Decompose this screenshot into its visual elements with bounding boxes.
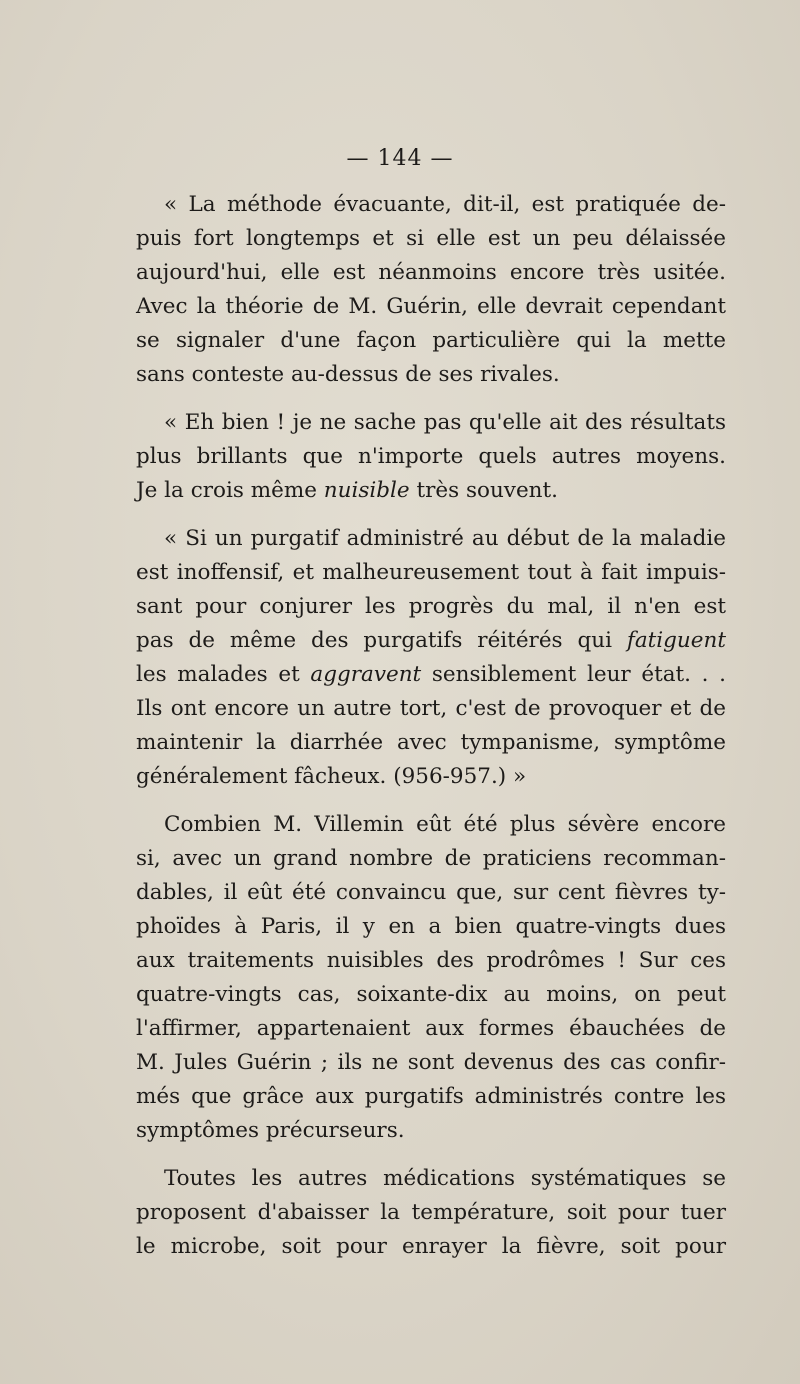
text-line: plus brillants que n'importe quels autres moyens. (136, 444, 726, 469)
text-line: généralement fâcheux. (956-957.) » (136, 764, 527, 789)
text-line: maintenir la diarrhée avec tympanisme, symptôme (136, 730, 726, 755)
text-segment: pas de même des purgatifs réitérés qui (136, 628, 612, 653)
text-line: « Si un purgatif administré au début de la maladie (164, 526, 726, 551)
text-segment: sensiblement leur état. . . (431, 662, 726, 687)
emphasis-nuisible: nuisible (323, 478, 410, 503)
text-line: si, avec un grand nombre de praticiens recomman- (136, 846, 726, 871)
text-line: « La méthode évacuante, dit-il, est pratiquée de- (164, 192, 726, 217)
emphasis-fatiguent: fatiguent (626, 628, 726, 653)
text-segment: très souvent. (416, 478, 558, 503)
text-line: proposent d'abaisser la température, soit pour tuer (136, 1200, 726, 1225)
text-line: aux traitements nuisibles des prodrômes ! Sur ces (136, 948, 726, 973)
text-line: sans conteste au-dessus de ses rivales. (136, 362, 560, 387)
text-line: est inoffensif, et malheureusement tout à fait impuis- (136, 560, 726, 585)
text-line: quatre-vingts cas, soixante-dix au moins, on peut (136, 982, 726, 1007)
text-line: phoïdes à Paris, il y en a bien quatre-vingts dues (136, 914, 726, 939)
text-line: symptômes précurseurs. (136, 1118, 405, 1143)
text-line (136, 624, 726, 658)
paragraph-3 (136, 522, 726, 794)
text-segment: Je la crois même (136, 478, 317, 503)
text-line: l'affirmer, appartenaient aux formes ébauchées de (136, 1016, 726, 1041)
paragraph-2 (136, 406, 726, 508)
text-line: més que grâce aux purgatifs administrés contre les (136, 1084, 726, 1109)
page-number: — 144 — (346, 146, 454, 171)
paragraph-5 (136, 1162, 726, 1264)
text-line: Ils ont encore un autre tort, c'est de provoquer et de (136, 696, 726, 721)
text-line: « Eh bien ! je ne sache pas qu'elle ait des résultats (164, 410, 726, 435)
text-line: aujourd'hui, elle est néanmoins encore très usitée. (136, 260, 726, 285)
text-line: se signaler d'une façon particulière qui la mette (136, 328, 726, 353)
text-line: Avec la théorie de M. Guérin, elle devrait cependant (136, 294, 726, 319)
text-line: Combien M. Villemin eût été plus sévère encore (164, 812, 726, 837)
paragraph-4 (136, 808, 726, 1148)
text-line (136, 474, 726, 508)
body-text (136, 188, 726, 1278)
text-line: Toutes les autres médications systématiques se (164, 1166, 726, 1191)
text-line: dables, il eût été convaincu que, sur cent fièvres ty- (136, 880, 726, 905)
text-line: puis fort longtemps et si elle est un peu délaissée (136, 226, 726, 251)
text-line: sant pour conjurer les progrès du mal, il n'en est (136, 594, 726, 619)
paragraph-1 (136, 188, 726, 392)
text-segment: les malades et (136, 662, 300, 687)
text-line: le microbe, soit pour enrayer la fièvre, soit pour (136, 1234, 726, 1259)
emphasis-aggravent: aggravent (310, 662, 422, 687)
text-line: M. Jules Guérin ; ils ne sont devenus des cas confir- (136, 1050, 726, 1075)
text-line (136, 658, 726, 692)
